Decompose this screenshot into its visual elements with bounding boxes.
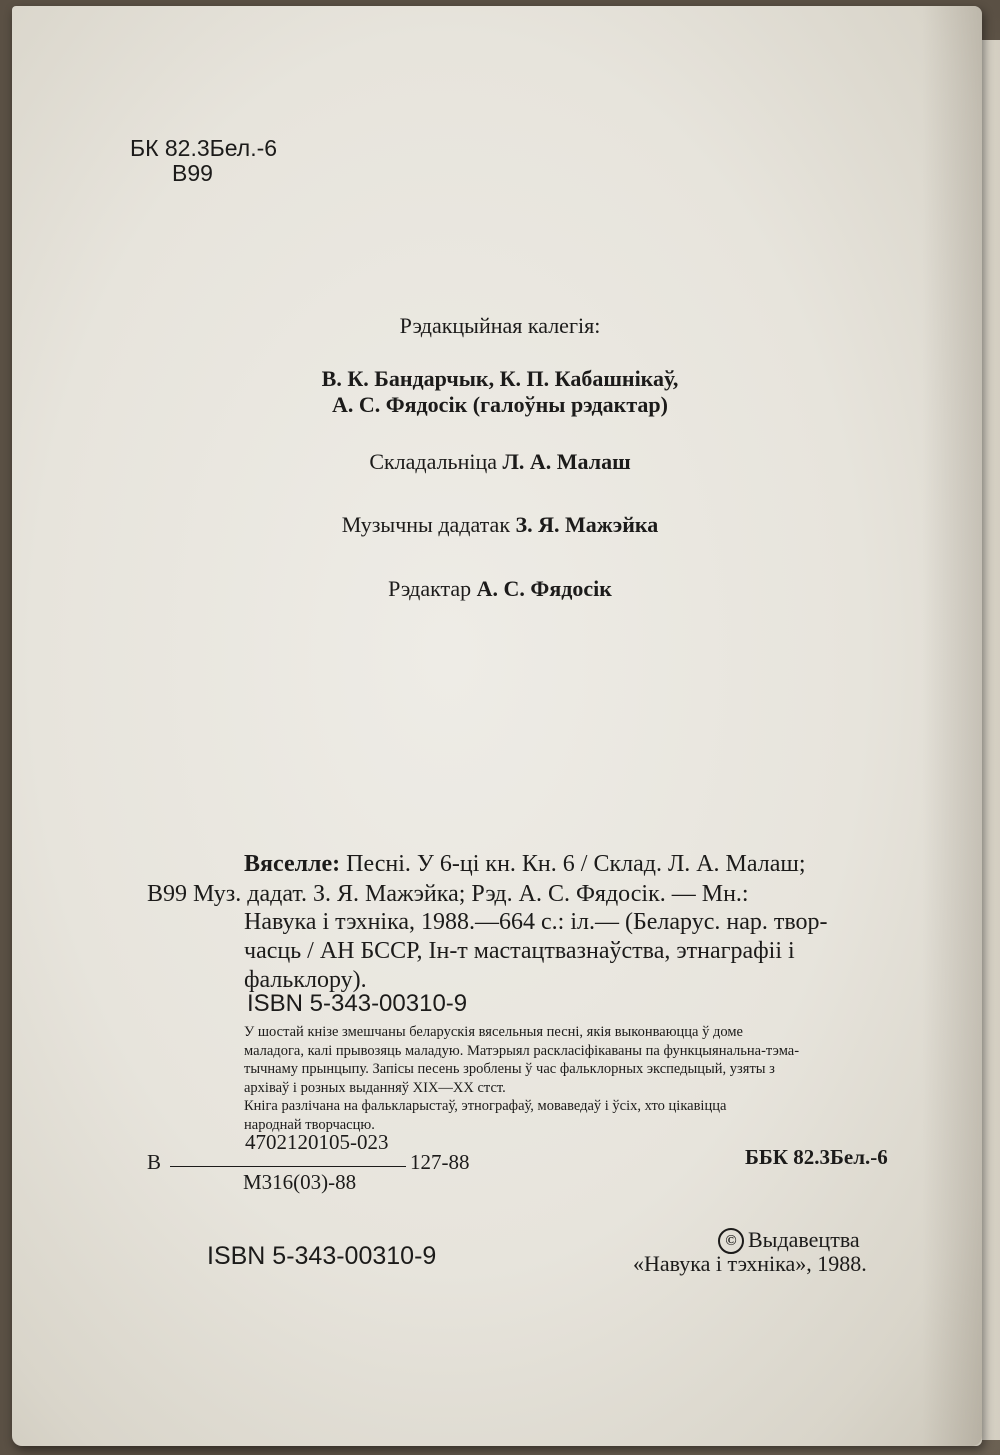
isbn-footer: ISBN 5-343-00310-9 [207,1242,437,1270]
catalog-line-3: Навука і тэхніка, 1988.—664 с.: іл.— (Беларус. нар. твор- [244,909,828,935]
catalog-line-1-rest: Песні. У 6-ці кн. Кн. 6 / Склад. Л. А. Малаш; [346,851,806,877]
editor-label: Рэдактар [388,576,472,601]
annotation-line: народнай творчасцю. [244,1116,375,1133]
music-label: Музычны дадатак [341,512,511,537]
catalog-entry [147,850,922,993]
book-title: Вяселле: [244,851,341,877]
compiler-name: Л. А. Малаш [502,449,631,474]
compiler-label: Складальніца [369,449,498,474]
editorial-board-members: В. К. Бандарчык, К. П. Кабашнікаў, [321,366,679,391]
publisher-name-year: «Навука і тэхніка», 1988. [633,1251,867,1276]
catalog-line-2 [147,880,749,909]
publisher-label: Выдавецтва [748,1227,860,1252]
catalog-line-5: фальклору). [244,967,367,993]
annotation [244,1023,914,1134]
isbn-catalog: ISBN 5-343-00310-9 [247,990,468,1017]
code-letter: В [147,1150,162,1174]
code-bottom: М316(03)-88 [243,1170,357,1194]
compiler-credit [0,449,1000,475]
annotation-line: Кніга разлічана на фалькларыстаў, этнографаў, моваведаў і ўсіх, хто цікавіцца [244,1098,727,1114]
annotation-line: маладога, калі прывозяць маладую. Матэрыял раскласіфікаваны па функцыянальна-тэма- [244,1042,800,1059]
bbk-code: ББК 82.3Бел.-6 [745,1145,888,1169]
code-fraction-line [170,1166,406,1167]
editorial-board-chief: А. С. Фядосік (галоўны рэдактар) [331,392,668,417]
editor-credit [0,576,1000,602]
bk-index: В99 [172,160,213,186]
code-top: 4702120105-023 [245,1130,389,1154]
code-right: 127-88 [410,1150,470,1174]
catalog-index: В99 [147,881,188,907]
annotation-line: тычнаму прынцыпу. Запісы песень зроблены ў час фальклорных экспедыцый, узяты з [244,1061,775,1077]
catalog-line-4: часць / АН БССР, Ін-т мастацтвазнаўства, этнаграфіі і [244,938,795,964]
catalog-line-1 [244,850,806,879]
catalog-line-2-text: Муз. дадат. З. Я. Мажэйка; Рэд. А. С. Фядосік. — Мн.: [193,881,749,907]
editor-name: А. С. Фядосік [476,576,612,601]
annotation-line: архіваў і розных выданняў XIX—XX стст. [244,1079,506,1096]
bk-code: БК 82.3Бел.-6 [130,135,278,161]
editorial-board-title: Рэдакцыйная калегія: [399,313,601,338]
music-credit [0,512,1000,538]
music-name: З. Я. Мажэйка [515,512,659,537]
copyright-icon: © [718,1228,744,1254]
annotation-line: У шостай кнізе змешчаны беларускія вясельныя песні, якія выконваюцца ў доме [244,1024,743,1040]
